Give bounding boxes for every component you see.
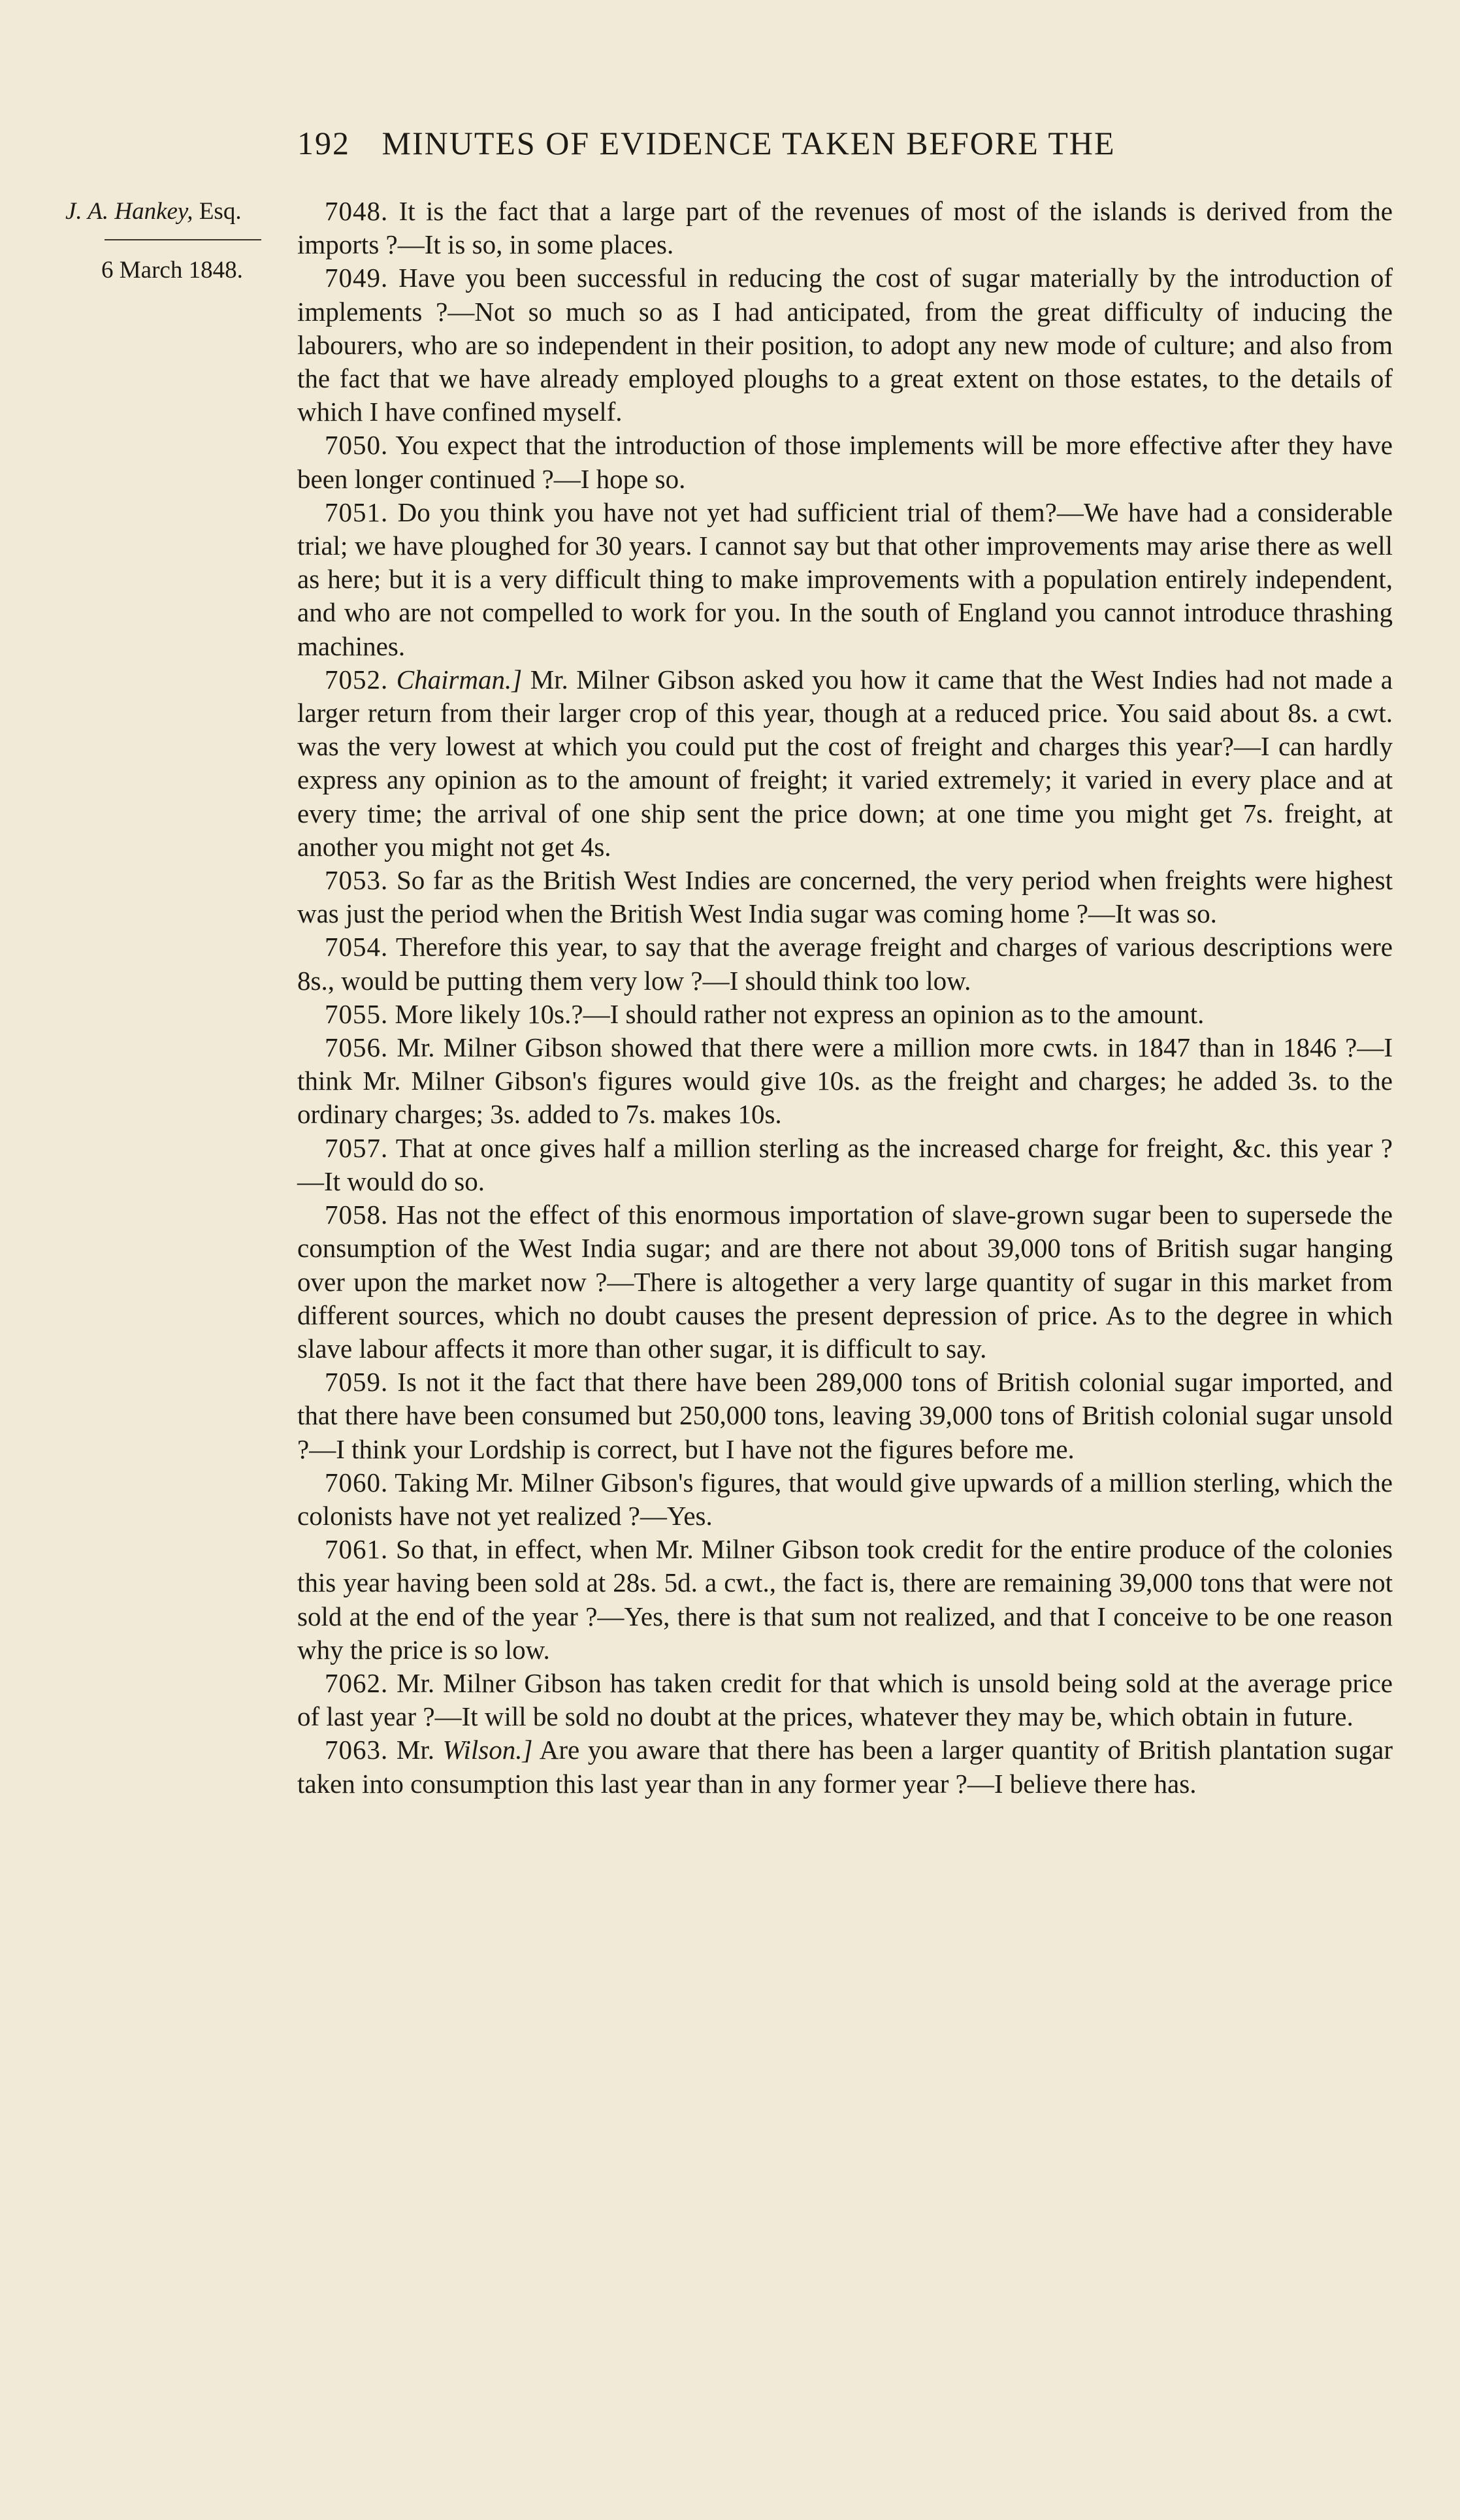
margin-note [65, 196, 281, 286]
paragraph-7056 [297, 1031, 1393, 1132]
paragraph-7055 [297, 998, 1393, 1031]
paragraph-7062 [297, 1667, 1393, 1733]
question-number: 7063. [325, 1735, 389, 1765]
question-number: 7051. [325, 497, 389, 527]
paragraph-7048 [297, 195, 1393, 261]
paragraph-7053 [297, 864, 1393, 930]
question-number: 7059. [325, 1367, 389, 1398]
question-number: 7061. [325, 1534, 389, 1565]
evidence-body [297, 195, 1393, 1801]
paragraph-text: Is not it the fact that there have been 289,000 tons of British colonial sugar imported, and that there have been consumed but 250,000 tons, leaving 39,000 tons of British colonial sugar unsold ?—I think your Lordship is correct, but I have not the figures before me. [297, 1367, 1393, 1464]
paragraph-7061 [297, 1533, 1393, 1667]
paragraph-7050 [297, 429, 1393, 495]
paragraph-text: So that, in effect, when Mr. Milner Gibson took credit for the entire produce of the colonies this year having been sold at 28s. 5d. a cwt., the fact is, there are remaining 39,000 tons that were not sold at the end of the year ?—Yes, there is that sum not realized, and that I conceive to be one reason why the price is so low. [297, 1534, 1393, 1665]
paragraph-text: Do you think you have not yet had sufficient trial of them?—We have had a considerable trial; we have ploughed for 30 years. I cannot say but that other improvements may arise there as well as here; but it is a very difficult thing to make improvements with a population entirely independent, and who are not compelled to work for you. In the south of England you cannot introduce thrashing machines. [297, 497, 1393, 661]
paragraph-text: You expect that the introduction of those implements will be more effective after they have been longer continued ?—I hope so. [297, 430, 1393, 494]
paragraph-7051 [297, 496, 1393, 663]
paragraph-text: More likely 10s.?—I should rather not express an opinion as to the amount. [388, 998, 1205, 1029]
question-number: 7057. [325, 1132, 389, 1163]
witness-name: J. A. Hankey, [65, 198, 193, 225]
paragraph-7058 [297, 1198, 1393, 1366]
paragraph-text: Has not the effect of this enormous importation of slave-grown sugar been to supersede the consumption of the West India sugar; and are there not about 39,000 tons of British sugar hanging over upon the market now ?—There is altogether a very large quantity of sugar in this market from different sources, which no doubt causes the present depression of price. As to the degree in which slave labour affects it more than other sugar, it is difficult to say. [297, 1200, 1393, 1364]
paragraph-7059 [297, 1366, 1393, 1466]
paragraph-7049 [297, 261, 1393, 429]
question-number: 7054. [325, 932, 389, 962]
paragraph-7054 [297, 930, 1393, 997]
paragraph-7052 [297, 663, 1393, 864]
question-number: 7050. [325, 430, 389, 461]
paragraph-7063 [297, 1733, 1393, 1800]
paragraph-text: So far as the British West Indies are concerned, the very period when freights were highest was just the period when the British West India sugar was coming home ?—It was so. [297, 865, 1393, 929]
page-number: 192 [297, 125, 350, 161]
paragraph-text: Mr. Milner Gibson has taken credit for that which is unsold being sold at the average price of last year ?—It will be sold no doubt at the prices, whatever they may be, which obtain in future. [297, 1667, 1393, 1732]
question-number: 7055. [325, 998, 389, 1029]
question-number: 7052. [325, 664, 389, 695]
session-date: 6 March 1848. [101, 257, 243, 284]
speaker-label: Chairman.] [396, 664, 523, 695]
witness-line [65, 196, 281, 227]
question-number: 7053. [325, 865, 389, 896]
running-title: MINUTES OF EVIDENCE TAKEN BEFORE THE [381, 125, 1116, 161]
question-number: 7049. [325, 263, 389, 293]
paragraph-text: It is the fact that a large part of the revenues of most of the islands is derived from the imports ?—It is so, in some places. [297, 196, 1393, 260]
speaker-label: Wilson.] [442, 1735, 533, 1765]
paragraph-7060 [297, 1466, 1393, 1533]
margin-rule [105, 239, 261, 240]
paragraph-text: Mr. [388, 1735, 443, 1765]
paragraph-text: Mr. Milner Gibson asked you how it came that the West Indies had not made a larger return from their larger crop of this year, though at a reduced price. You said about 8s. a cwt. was the very lowest at which you could put the cost of freight and charges this year?—I can hardly express any opinion as to the amount of freight; it varied extremely; it varied in every place and at every time; the arrival of one ship sent the price down; at one time you might get 7s. freight, at another you might not get 4s. [297, 664, 1393, 862]
question-number: 7062. [325, 1667, 389, 1698]
page-header [297, 124, 1395, 162]
paragraph-text-continued: Are you aware that there has been a larger quantity of British plantation sugar taken into consumption this last year than in any former year ?—I believe there has. [297, 1735, 1393, 1799]
paragraph-text: Taking Mr. Milner Gibson's figures, that would give upwards of a million sterling, which the colonists have not yet realized ?—Yes. [297, 1467, 1393, 1531]
paragraph-text: Mr. Milner Gibson showed that there were a million more cwts. in 1847 than in 1846 ?—I think Mr. Milner Gibson's figures would give 10s. as the freight and charges; he added 3s. to the ordinary charges; 3s. added to 7s. makes 10s. [297, 1032, 1393, 1130]
paragraph-text: Have you been successful in reducing the cost of sugar materially by the introduction of implements ?—Not so much so as I had anticipated, from the great difficulty of inducing the labourers, who are so independent in their position, to adopt any new mode of culture; and also from the fact that we have already employed ploughs to a great extent on those estates, to the details of which I have confined myself. [297, 263, 1393, 427]
paragraph-7057 [297, 1132, 1393, 1198]
witness-suffix: Esq. [193, 198, 242, 225]
paragraph-text: That at once gives half a million sterling as the increased charge for freight, &c. this year ?—It would do so. [297, 1132, 1393, 1196]
paragraph-text: Therefore this year, to say that the average freight and charges of various descriptions were 8s., would be putting them very low ?—I should think too low. [297, 932, 1393, 996]
question-number: 7058. [325, 1200, 389, 1230]
question-number: 7048. [325, 196, 389, 226]
question-number: 7060. [325, 1467, 389, 1497]
question-number: 7056. [325, 1032, 389, 1063]
